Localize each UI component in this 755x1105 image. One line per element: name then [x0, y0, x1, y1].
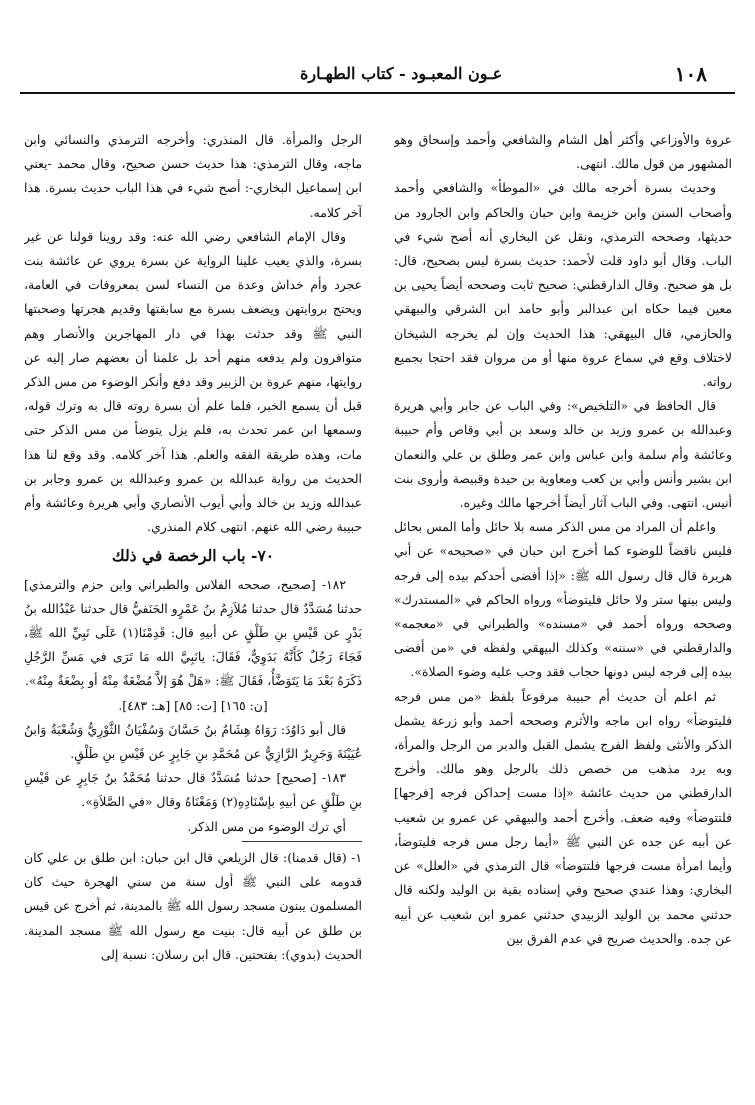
- page-number: ١٠٨: [674, 62, 707, 86]
- hadith-183-note: أي ترك الوضوء من مس الذكر.: [187, 818, 346, 834]
- right-column: [394, 128, 732, 1098]
- abu-dawud-note: قال أبو دَاوُدَ: رَوَاهُ هِشَامُ بنُ حَسَّانَ وَسُفْيَانُ الثَّوْرِيُّ وَشُعْبَةُ وَابنُ عُيَيْنَةَ وَجَرِيرٌ الرَّازِيُّ عن مُحَمَّدِ بنِ جَابِرٍ عن قَيْسِ بنِ طَلْقٍ.: [24, 721, 362, 762]
- chapter-title: ٧٠- باب الرخصة في ذلك: [111, 546, 275, 566]
- left-column: [24, 128, 362, 1098]
- hadith-183: ١٨٣- [صحيح] حدثنا مُسَدَّدٌ قال حدثنا مُحَمَّدُ بنُ جَابِرٍ عن قَيْسِ بنِ طَلْقٍ عن أبيهِ بإسْنَادِهِ(٢) وَمَعْنَاهُ وقال «في الصَّلاَةِ».: [24, 770, 362, 810]
- footnote: ١- (قال قدمنا): قال الزيلعي قال ابن حبان: ابن طلق بن علي كان قدومه على النبي ﷺ أول سنة من سني الهجرة حيث كان المسلمون يبنون مسجد رسول الله ﷺ بالمدينة، ثم أخرج عن قيس بن طلق عن أبيه قال: بنيت مع رسول الله ﷺ مسجد المدينة. الحديث (بدوي): بفتحتين. قال ابن رسلان: نسبة إلى: [24, 849, 362, 962]
- hadith-182: ١٨٢- [صحيح، صححه الفلاس والطبراني وابن حزم والترمذي] حدثنا مُسَدَّدٌ قال حدثنا مُلاَزِمُ بنُ عَمْرٍو الحَنَفيُّ قال حدثنا عَبْدُالله بنُ بَدْرٍ عن قَيْسِ بنِ طَلْقٍ عن أبيهِ قال: قَدِمْنَا(١) عَلَى نَبِيِّ الله ﷺ، فَجَاءَ رَجُلٌ كَأَنَّهُ بَدَوِيٌّ، فَقَالَ: يانَبِيَّ الله مَا تَرَى في مَسِّ الرَّجُلِ ذَكَرَهُ بَعْدَ مَا يَتَوَضَّأُ، فَقَالَ ﷺ: «هَلْ هُوَ إلاَّ مُضْغَةٌ مِنْهُ أو بِضْعَةٌ مِنْهُ».: [24, 576, 362, 689]
- page-header: [20, 58, 735, 94]
- paragraph: وقال الإمام الشافعي رضي الله عنه: وقد روينا قولنا عن غير بسرة، والذي يعيب علينا الرواية عن بسرة يروي عن عائشة بنت عجرد وأم خداش وعدة من النساء لسن بمعروفات في العامة، ويحتج بروايتهن ويضعف بسرة مع سابقتها وقديم هجرتها وصحبتها النبي ﷺ وقد حدثت بهذا في دار المهاجرين والأنصار وهم متوافرون ولم يدفعه منهم أحد بل علمنا أن بعضهم صار إليه عن روايتها، منهم عروة بن الزبير وقد دفع وأنكر الوضوء من مس الذكر قبل أن يسمع الخبر، فلما علم أن بسرة روته قال به وترك قوله، وسمعها ابن عمر تحدث به، فلم يزل يتوضأ من مس الذكر حتى مات، وهذه طريقة الفقه والعلم. هذا آخر كلامه. وقد وقع لنا هذا الحديث من رواية عبدالله بن عمرو وعبدالله بن عمرو وجابر بن عبدالله وزيد بن خالد وأبي أيوب الأنصاري وأبي هريرة وعائشة وأم حبيبة رضي الله عنهم. انتهى كلام المنذري.: [24, 228, 362, 535]
- hadith-182-reference: [ن: ١٦٥] [ت: ٨٥] [هـ: ٤٨٣].: [118, 697, 268, 713]
- paragraph: عروة والأوزاعي وأكثر أهل الشام والشافعي وأحمد وإسحاق وهو المشهور من قول مالك. انتهى.: [394, 132, 732, 172]
- paragraph: الرجل والمرأة. قال المنذري: وأخرجه الترمذي والنسائي وابن ماجه، وقال الترمذي: هذا حديث حسن صحيح، وقال محمد -يعني ابن إسماعيل البخاري-: أصح شيء في هذا الباب حديث بسرة. هذا آخر كلامه.: [24, 132, 362, 220]
- paragraph: وحديث بسرة أخرجه مالك في «الموطأ» والشافعي وأحمد وأصحاب السنن وابن خزيمة وابن حبان والحاكم وابن الجارود من حديثها، وصححه الترمذي، ونقل عن البخاري أنه أصح شيء في الباب. وقال أبو داود قلت لأحمد: حديث بسرة ليس بصحيح، قال: بل هو صحيح. وقال الدارقطني: صحيح ثابت وصححه أيضاً يحيى بن معين فيما حكاه ابن عبدالبر وأبو حامد ابن الشرقي والبيهقي والحازمي، قال البيهقي: هذا الحديث وإن لم يخرجه الشيخان لاختلاف وقع في سماع عروة منها أو من مروان فقد احتجا بجميع رواته.: [394, 180, 732, 390]
- paragraph: ثم اعلم أن حديث أم حبيبة مرفوعاً بلفظ «من مس فرجه فليتوضأ» رواه ابن ماجه والأثرم وصححه أحمد وأبو زرعة يشمل الذكر والأنثى ولفظ الفرج يشمل القبل والدبر من الرجل والمرأة، وبه يرد مذهب من خصص ذلك بالرجل وهو مالك. وأخرج الدارقطني من حديث عائشة «إذا مست إحداكن فرجه [فرجها] فلتتوضأ» وفيه ضعف. وأخرج أحمد والبيهقي عن عمرو بن شعيب عن أبيه عن جده عن النبي ﷺ «أيما رجل مس فرجه فليتوضأ، وأيما امرأة مست فرجها فلتتوضأ» قال الترمذي في «العلل» عن البخاري: وهذا عندي صحيح وفي إسناده بقية بن الوليد ولكنه قال حدثني محمد بن الوليد الزبيدي حدثني عمرو ابن شعيب عن أبيه عن جده. والحديث صريح في عدم الفرق بين: [394, 688, 732, 946]
- running-title: عـون المعبـود - كتاب الطهـارة: [300, 64, 503, 83]
- paragraph: قال الحافظ في «التلخيص»: وفي الباب عن جابر وأبي هريرة وعبدالله بن عمرو وزيد بن خالد وسعد بن أبي وقاص وأم حبيبة وعائشة وأم سلمة وابن عباس وابن عمر وطلق بن علي والنعمان ابن بشير وأنس وأبي بن كعب ومعاوية بن حيدة وقبيصة وأروى بنت أنيس. انتهى. وفي الباب آثار أيضاً أخرجها مالك وغيره.: [394, 398, 732, 511]
- header-rule: [20, 92, 735, 94]
- paragraph: واعلم أن المراد من مس الذكر مسه بلا حائل وأما المس بحائل فليس ناقضاً للوضوء كما أخرج ابن حبان في «صحيحه» عن أبي هريرة قال قال رسول الله ﷺ: «إذا أفضى أحدكم بيده إلى فرجه وليس بينها ستر ولا حائل فليتوضأ» ورواه الحاكم في «المستدرك» وصححه ورواه أحمد في «مسنده» والطبراني في «معجمه» والدارقطني في «سننه» وكذلك البيهقي ولفظه في «من أفضى بيده إلى فرجه ليس دونها حجاب فقد وجب عليه وضوء الصلاة».: [394, 519, 732, 680]
- footnote-divider: [242, 841, 362, 842]
